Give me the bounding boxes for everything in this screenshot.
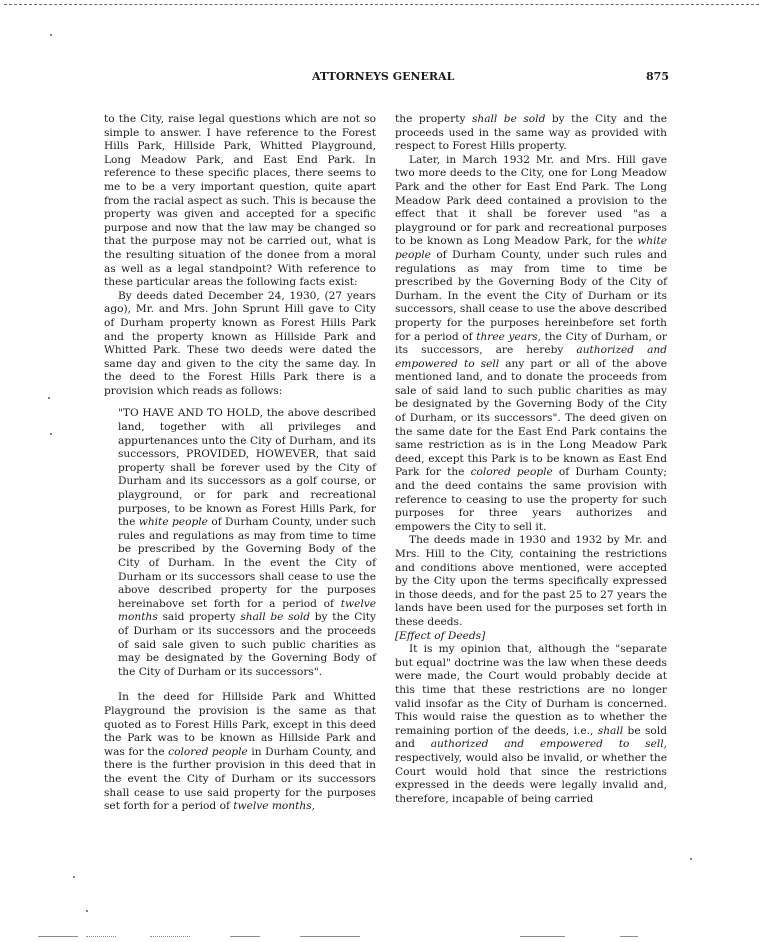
running-head: [104, 70, 669, 84]
paragraph: to the City, raise legal questions which are not so simple to answer. I have reference to the Forest Hills Park, Hillside Park, Whitted Playground, Long Meadow Park, and East End Park. In reference to these specific places, there seems to me to be a very important question, quite apart from the racial aspect as such. This is because the property was given and accepted for a specific purpose and now that the law may be changed so that the purpose may not be carried out, what is the resulting situation of the donee from a moral as well as a legal standpoint? With reference to these particular areas the following facts exist:: [104, 113, 376, 289]
section-heading: [Effect of Deeds]: [395, 629, 486, 642]
scan-speck: [48, 397, 50, 399]
paragraph: It is my opinion that, although the "separate but equal" doctrine was the law when these deeds were made, the Court would probably decide at this time that these restrictions are no longer valid insofar as the City of Durham is concerned. This would raise the question as to whether the remaining portion of the deeds, i.e., shall be sold and authorized and empowered to sell, respectively, would also be invalid, or whether the Court would hold that since the restrictions expressed in the deeds were legally invalid and, therefore, incapable of being carried: [395, 643, 667, 805]
quoted-provision: "TO HAVE AND TO HOLD, the above described land, together with all privileges and appurtenances unto the City of Durham, and its successors, PROVIDED, HOWEVER, that said property shall be forever used by the City of Durham and its successors as a golf course, or playground, or for park and recreational purposes, to be known as Forest Hills Park, for the white people of Durham County, under such rules and regulations as may from time to time be prescribed by the Governing Body of the City of Durham. In the event the City of Durham or its successors shall cease to use the above described property for the purposes hereinabove set forth for a period of twelve months said property shall be sold by the City of Durham or its successors and the proceeds of said sale given to such public charities as may be designated by the Governing Body of the City of Durham or its successors".: [118, 407, 376, 678]
bottom-edge-rule: [620, 936, 638, 937]
top-edge-rule: [4, 4, 759, 5]
paragraph: the property shall be sold by the City and the proceeds used in the same way as provided with respect to Forest Hills property.: [395, 113, 668, 153]
paragraph: The deeds made in 1930 and 1932 by Mr. and Mrs. Hill to the City, containing the restrictions and conditions above mentioned, were accepted by the City upon the terms specifically expressed in those deeds, and for the past 25 to 27 years the lands have been used for the purposes set forth in these deeds.: [395, 534, 667, 628]
paragraph: In the deed for Hillside Park and Whitted Playground the provision is the same as that quoted as to Forest Hills Park, except in this deed the Park was to be known as Hillside Park and was for the colored people in Durham County, and there is the further provision in this deed that in the event the City of Durham or its successors shall cease to use said property for the purposes set forth for a period of twelve months,: [104, 691, 376, 813]
scan-speck: [86, 910, 88, 912]
deed-quotation: [118, 407, 376, 679]
bottom-edge-rule: [150, 936, 190, 937]
running-head-title: ATTORNEYS GENERAL: [312, 70, 455, 83]
scan-speck: [690, 858, 692, 860]
scan-speck: [50, 34, 52, 36]
page-number: 875: [646, 70, 669, 83]
bottom-edge-rule: [86, 936, 116, 937]
scan-speck: [73, 876, 75, 878]
bottom-edge-rule: [38, 936, 78, 937]
right-column: [395, 113, 667, 806]
paragraph: By deeds dated December 24, 1930, (27 years ago), Mr. and Mrs. John Sprunt Hill gave to City of Durham property known as Forest Hills Park and the property known as Hillside Park and Whitted Park. These two deeds were dated the same day and given to the city the same day. In the deed to the Forest Hills Park there is a provision which reads as follows:: [104, 289, 376, 397]
scan-speck: [50, 433, 52, 435]
bottom-edge-rule: [300, 936, 360, 937]
paragraph: Later, in March 1932 Mr. and Mrs. Hill gave two more deeds to the City, one for Long Meadow Park and the other for East End Park. The Long Meadow Park deed contained a provision to the effect that it shall be forever used "as a playground or for park and recreational purposes to be known as Long Meadow Park, for the white people of Durham County, under such rules and regulations as may from time to time be prescribed by the Governing Body of the City of Durham. In the event the City of Durham or its successors, shall cease to use the above described property for the purposes hereinbefore set forth for a period of three years, the City of Durham, or its successors, are hereby authorized and empowered to sell any part or all of the above mentioned land, and to donate the proceeds from sale of said land to such public charities as may be designated by the Governing Body of the City of Durham, or its successors". The deed given on the same date for the East End Park contains the same restriction as is in the Long Meadow Park deed, except this Park is to be known as East End Park for the colored people of Durham County; and the deed contains the same provision with reference to ceasing to use the property for such purposes for three years authorizes and empowers the City to sell it.: [395, 153, 667, 533]
left-column: [104, 113, 376, 814]
bottom-edge-rule: [230, 936, 260, 937]
bottom-edge-rule: [520, 936, 565, 937]
